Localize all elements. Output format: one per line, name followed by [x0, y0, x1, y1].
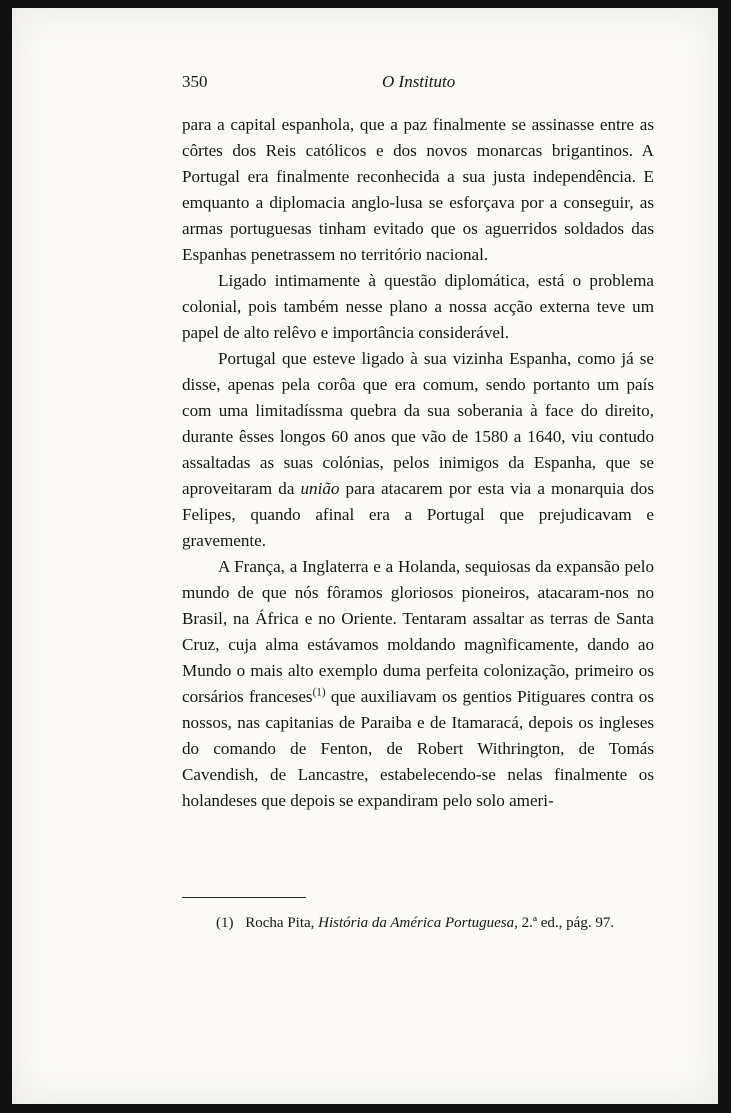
page-number: 350 — [182, 72, 208, 91]
paragraph-4 — [182, 554, 654, 814]
paragraph-3 — [182, 346, 654, 554]
paragraph-3-text-b: para atacarem por esta via a monarquia dos Felipes, quando afinal era a Portugal que prejudicavam e gravemente. — [182, 479, 654, 550]
footnote-divider — [182, 897, 306, 898]
paragraph-4-text-a: A França, a Inglaterra e a Holanda, sequiosas da expansão pelo mundo de que nós fôramos gloriosos pioneiros, atacaram-nos no Brasil, na África e no Oriente. Tentaram assaltar as terras de Santa Cruz, cuja alma estávamos moldando magnìficamente, dando ao Mundo o mais alto exemplo duma perfeita colonização, primeiro os corsários franceses — [182, 557, 654, 706]
emphasis-uniao: união — [300, 479, 340, 498]
footnote-edition: 2.ª ed., pág. 97. — [521, 915, 615, 931]
running-title: O Instituto — [382, 72, 456, 91]
footnote — [182, 912, 654, 934]
footnote-reference: (1) — [312, 686, 326, 699]
paragraph-2: Ligado intimamente à questão diplomática, está o problema colonial, pois também nesse plano a nossa acção externa teve um papel de alto relêvo e importância considerável. — [182, 271, 654, 342]
footnote-mark: (1) — [216, 915, 234, 931]
footnote-title: História da América Portuguesa, — [318, 915, 518, 931]
paragraph-4-text-b: que auxiliavam os gentios Pitiguares contra os nossos, nas capitanias de Paraiba e de Itamaracá, depois os ingleses do comando de Fenton, de Robert Withrington, de Tomás Cavendish, de Lancastre, estabelecendo-se nelas finalmente os holandeses que depois se expandiram pelo solo ameri- — [182, 687, 654, 810]
book-page — [12, 8, 718, 1104]
paragraph-3-text-a: Portugal que esteve ligado à sua vizinha Espanha, como já se disse, apenas pela corôa que era comum, sendo portanto um país com uma limitadíssma quebra da sua soberania à face do direito, durante êsses longos 60 anos que vão de 1580 a 1640, viu contudo assaltadas as suas colónias, pelos inimigos da Espanha, que se aproveitaram da — [182, 349, 654, 498]
footnote-author: Rocha Pita, — [245, 915, 315, 931]
body-text — [182, 112, 654, 814]
paragraph-1: para a capital espanhola, que a paz finalmente se assinasse entre as côrtes dos Reis católicos e dos novos monarcas brigantinos. A Portugal era finalmente reconhecida a sua justa independência. E emquanto a diplomacia anglo-lusa se esforçava por a conseguir, as armas portuguesas tinham evitado que os aguerridos soldados das Espanhas penetrassem no território nacional. — [182, 115, 654, 264]
page-header — [182, 72, 654, 96]
